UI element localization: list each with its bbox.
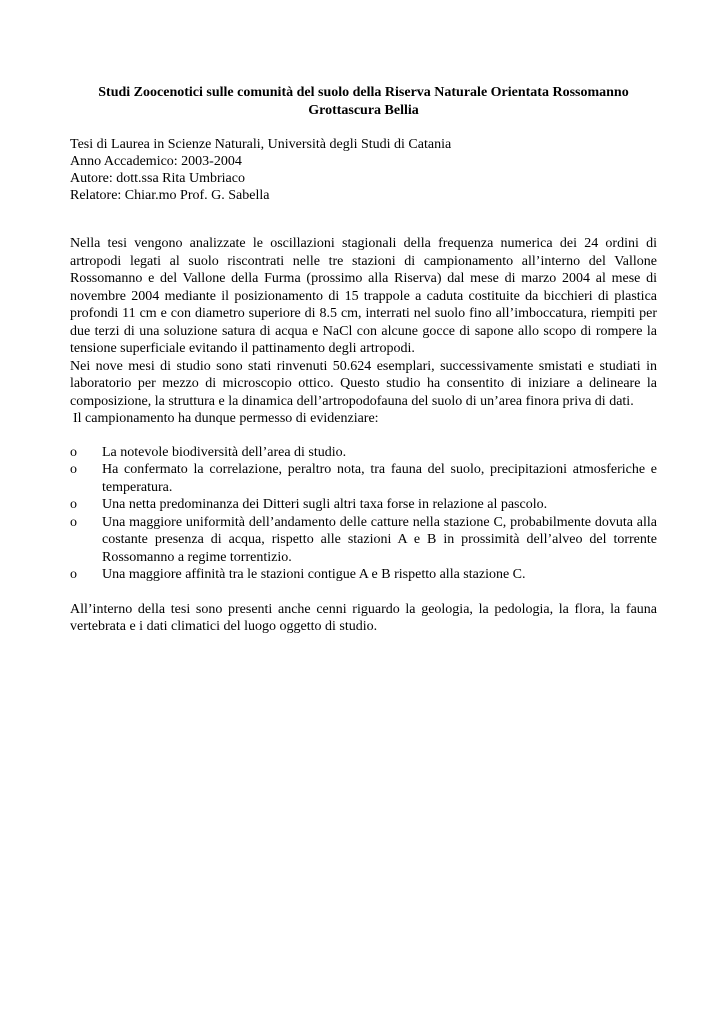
- meta-author: Autore: dott.ssa Rita Umbriaco: [70, 171, 245, 186]
- document-body: [70, 235, 657, 636]
- list-item-text: Ha confermato la correlazione, peraltro nota, tra fauna del suolo, precipitazioni atmosferiche e temperatura.: [102, 462, 657, 495]
- document-title: [70, 84, 657, 120]
- bullets-intro: Il campionamento ha dunque permesso di evidenziare:: [73, 411, 379, 426]
- bullet-marker: o: [70, 497, 77, 512]
- list-item: [70, 566, 657, 584]
- list-item-text: Una netta predominanza dei Ditteri sugli altri taxa forse in relazione al pascolo.: [102, 497, 548, 512]
- findings-list: [70, 444, 657, 584]
- paragraph-results: Nei nove mesi di studio sono stati rinvenuti 50.624 esemplari, successivamente smistati e studiati in laboratorio per mezzo di microscopio ottico. Questo studio ha consentito di iniziare a delineare la composizione, la struttura e la dinamica dell’artropodofauna del suolo di un’area finora priva di dati.: [70, 358, 657, 409]
- list-item: [70, 461, 657, 496]
- list-item-text: Una maggiore affinità tra le stazioni contigue A e B rispetto alla stazione C.: [102, 567, 526, 582]
- list-item: [70, 444, 657, 462]
- list-item: [70, 496, 657, 514]
- paragraph-methods: Nella tesi vengono analizzate le oscillazioni stagionali della frequenza numerica dei 24 ordini di artropodi legati al suolo riscontrati nelle tre stazioni di campionamento all’interno del Vallone Rossomanno e del Vallone della Furma (prossimo alla Riserva) dal mese di marzo 2004 al mese di novembre 2004 mediante il posizionamento di 15 trappole a caduta costituite da bicchieri di plastica profondi 11 cm e con diametro superiore di 8.5 cm, interrati nel suolo fino all’imboccatura, riempiti per due terzi di una soluzione satura di acqua e NaCl con alcune gocce di sapone allo scopo di rompere la tensione superficiale evitando il pattinamento degli artropodi.: [70, 236, 657, 356]
- title-line-2: Grottascura Bellia: [308, 103, 419, 118]
- bullet-marker: o: [70, 514, 77, 530]
- list-item-text: Una maggiore uniformità dell’andamento delle catture nella stazione C, probabilmente dovuta alla costante presenza di acqua, rispetto alle stazioni A e B in prossimità dell’alveo del torrente Rossomanno a regime torrentizio.: [102, 514, 657, 565]
- bullet-marker: o: [70, 462, 77, 477]
- bullet-marker: o: [70, 444, 77, 460]
- list-item-text: La notevole biodiversità dell’area di studio.: [102, 444, 347, 460]
- list-item: [70, 514, 657, 567]
- title-line-1: Studi Zoocenotici sulle comunità del suolo della Riserva Naturale Orientata Rossomanno: [98, 85, 629, 100]
- meta-degree: Tesi di Laurea in Scienze Naturali, Università degli Studi di Catania: [70, 137, 452, 152]
- meta-supervisor: Relatore: Chiar.mo Prof. G. Sabella: [70, 188, 270, 203]
- bullet-marker: o: [70, 567, 77, 582]
- paragraph-closing: All’interno della tesi sono presenti anche cenni riguardo la geologia, la pedologia, la flora, la fauna vertebrata e i dati climatici del luogo oggetto di studio.: [70, 601, 657, 634]
- thesis-meta: [70, 136, 657, 204]
- meta-academic-year: Anno Accademico: 2003-2004: [70, 154, 242, 169]
